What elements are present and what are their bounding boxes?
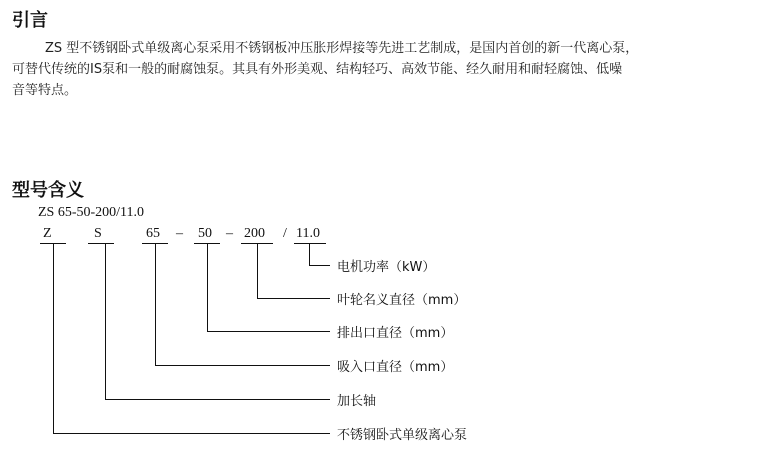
leader-s (106, 243, 331, 400)
code-s: S (94, 226, 102, 241)
code-outlet: 50 (198, 226, 212, 241)
model-heading: 型号含义 (12, 180, 84, 201)
leader-inlet (156, 243, 331, 366)
code-power: 11.0 (296, 226, 320, 241)
code-impeller: 200 (244, 226, 265, 241)
leader-z (54, 243, 331, 434)
code-dash-2: – (226, 226, 233, 241)
desc-impeller: 叶轮名义直径（mm） (337, 293, 467, 308)
code-dash-1: – (176, 226, 183, 241)
leader-impeller (258, 243, 331, 299)
leader-power (310, 243, 331, 266)
code-inlet: 65 (146, 226, 160, 241)
intro-line-1: ZS 型不锈钢卧式单级离心泵采用不锈钢板冲压胀形焊接等先进工艺制成，是国内首创的新一代离心泵， (45, 41, 639, 56)
intro-line-3: 音等特点。 (12, 83, 78, 98)
intro-heading: 引言 (12, 10, 48, 31)
desc-z: 不锈钢卧式单级离心泵 (337, 428, 468, 443)
intro-line-2: 可替代传统的IS泵和一般的耐腐蚀泵。其具有外形美观、结构轻巧、高效节能、经久耐用和耐轻腐蚀、低噪 (12, 62, 623, 77)
code-z: Z (43, 226, 52, 241)
leader-outlet (208, 243, 331, 332)
desc-power: 电机功率（kW） (337, 260, 436, 275)
desc-inlet: 吸入口直径（mm） (337, 360, 454, 375)
model-example: ZS 65-50-200/11.0 (38, 205, 145, 220)
desc-outlet: 排出口直径（mm） (337, 326, 454, 341)
code-slash: / (283, 226, 287, 241)
desc-s: 加长轴 (337, 394, 377, 409)
